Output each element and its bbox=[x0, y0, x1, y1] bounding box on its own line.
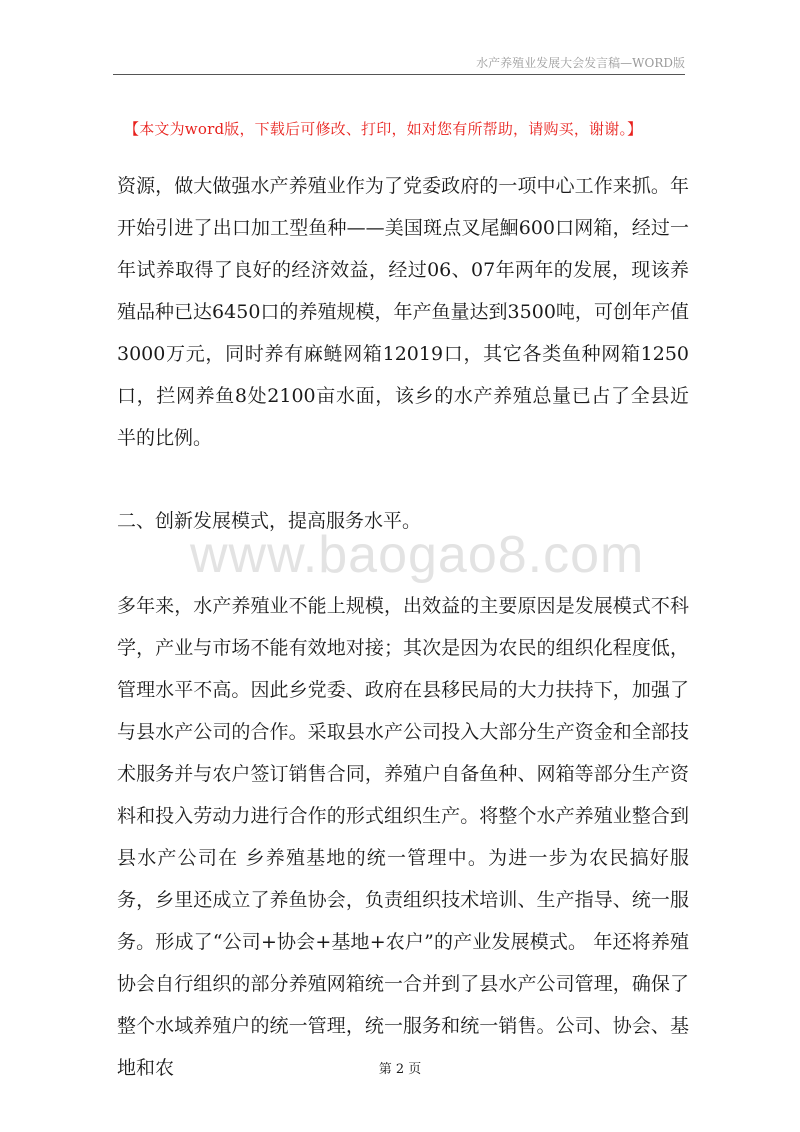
body-paragraph-2: 多年来，水产养殖业不能上规模，出效益的主要原因是发展模式不科学，产业与市场不能有效地对接；其次是因为农民的组织化程度低，管理水平不高。因此乡党委、政府在县移民局的大力扶持下，加强了与县水产公司的合作。采取县水产公司投入大部分生产资金和全部技术服务并与农户签订销售合同，养殖户自备鱼种、网箱等部分生产资料和投入劳动力进行合作的形式组织生产。将整个水产养殖业整合到县水产公司在 乡养殖基地的统一管理中。为进一步为农民搞好服务，乡里还成立了养鱼协会，负责组织技术培训、生产指导、统一服务。形成了“公司+协会+基地+农户”的产业发展模式。 年还将养殖协会自行组织的部分养殖网箱统一合并到了县水产公司管理，确保了整个水域养殖户的统一管理，统一服务和统一销售。公司、协会、基地和农 bbox=[117, 595, 689, 1079]
section-heading: 二、创新发展模式，提高服务水平。 bbox=[117, 510, 422, 532]
download-notice: 【本文为word版，下载后可修改、打印，如对您有所帮助，请购买，谢谢。】 bbox=[124, 120, 643, 138]
page-header bbox=[113, 50, 685, 75]
watermark: www.baogao8.com bbox=[190, 526, 645, 584]
body-paragraph-1: 资源，做大做强水产养殖业作为了党委政府的一项中心工作来抓。年开始引进了出口加工型鱼种——美国斑点叉尾鮰600口网箱，经过一年试养取得了良好的经济效益，经过06、07年两年的发展，现该养殖品种已达6450口的养殖规模，年产鱼量达到3500吨，可创年产值3000万元，同时养有麻鲢网箱12019口，其它各类鱼种网箱1250口，拦网养鱼8处2100亩水面，该乡的水产养殖总量已占了全县近半的比例。 bbox=[117, 175, 689, 449]
header-title: 水产养殖业发展大会发言稿—WORD版 bbox=[476, 56, 685, 70]
page-number: 第 2 页 bbox=[378, 1062, 422, 1077]
